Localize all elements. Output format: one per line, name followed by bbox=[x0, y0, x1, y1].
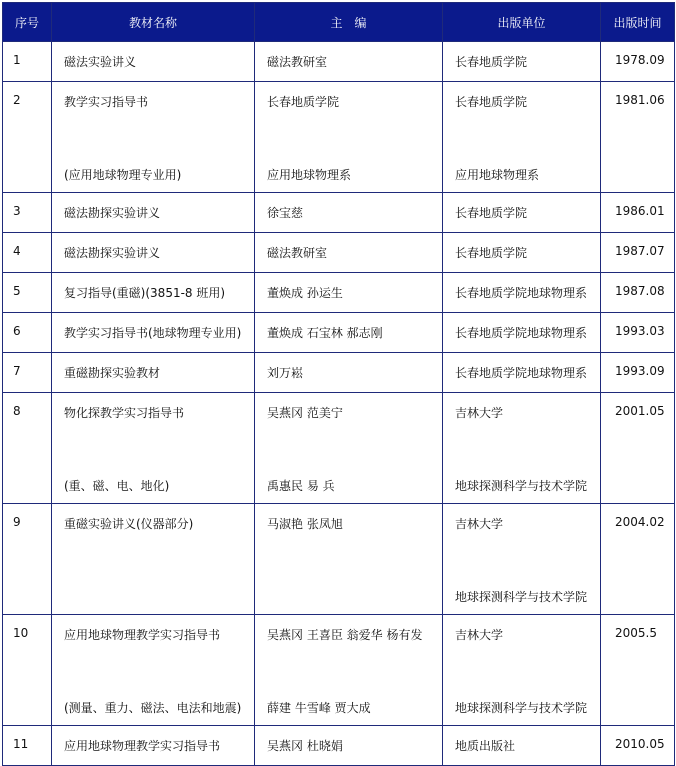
publisher: 地质出版社 bbox=[455, 739, 516, 753]
publisher: 吉林大学 bbox=[455, 628, 504, 642]
publish-date-cell bbox=[601, 353, 675, 393]
publish-date-cell bbox=[601, 193, 675, 233]
row-index-cell bbox=[3, 353, 52, 393]
publisher: 长春地质学院地球物理系 bbox=[455, 326, 588, 340]
editor-cell bbox=[255, 193, 443, 233]
textbook-title-cell bbox=[52, 615, 255, 726]
publish-date: 1978.09 bbox=[615, 53, 665, 67]
editor: 吴燕冈 王喜臣 翁爱华 杨有发 bbox=[267, 628, 423, 642]
editor-cell bbox=[255, 504, 443, 615]
publish-date: 2004.02 bbox=[615, 515, 665, 529]
textbook-title-line2: (应用地球物理专业用) bbox=[64, 168, 182, 182]
row-index: 10 bbox=[13, 626, 29, 640]
table-row bbox=[3, 193, 675, 233]
editor-cell bbox=[255, 42, 443, 82]
textbook-title: 教学实习指导书 bbox=[64, 95, 149, 109]
table-row bbox=[3, 313, 675, 353]
table-row bbox=[3, 504, 675, 615]
publish-date: 1993.03 bbox=[615, 324, 665, 338]
editor: 吴燕冈 杜晓娟 bbox=[267, 739, 343, 753]
textbook-title: 重磁勘探实验教材 bbox=[64, 366, 161, 380]
table-row bbox=[3, 273, 675, 313]
editor-line2: 应用地球物理系 bbox=[267, 168, 352, 182]
publish-date-cell bbox=[601, 233, 675, 273]
row-index-cell bbox=[3, 82, 52, 193]
publish-date-cell bbox=[601, 726, 675, 766]
textbook-title-cell bbox=[52, 504, 255, 615]
publish-date-cell bbox=[601, 615, 675, 726]
row-index: 3 bbox=[13, 204, 21, 218]
row-index-cell bbox=[3, 313, 52, 353]
header-date: 出版时间 bbox=[601, 3, 675, 42]
table-row bbox=[3, 42, 675, 82]
row-index-cell bbox=[3, 193, 52, 233]
textbook-title: 磁法实验讲义 bbox=[64, 55, 137, 69]
publisher-cell bbox=[443, 313, 601, 353]
row-index: 2 bbox=[13, 93, 21, 107]
table-row bbox=[3, 393, 675, 504]
textbook-title-cell bbox=[52, 233, 255, 273]
header-title: 教材名称 bbox=[52, 3, 255, 42]
row-index-cell bbox=[3, 615, 52, 726]
publish-date-cell bbox=[601, 504, 675, 615]
publisher-cell bbox=[443, 233, 601, 273]
header-publisher: 出版单位 bbox=[443, 3, 601, 42]
publisher: 吉林大学 bbox=[455, 517, 504, 531]
row-index: 7 bbox=[13, 364, 21, 378]
publish-date: 1993.09 bbox=[615, 364, 665, 378]
editor-line2: 薛建 牛雪峰 贾大成 bbox=[267, 701, 371, 715]
header-index: 序号 bbox=[3, 3, 52, 42]
table-row bbox=[3, 82, 675, 193]
editor-cell bbox=[255, 313, 443, 353]
editor-cell bbox=[255, 393, 443, 504]
publisher-line2: 地球探测科学与技术学院 bbox=[455, 701, 588, 715]
publisher-cell bbox=[443, 393, 601, 504]
editor-cell bbox=[255, 82, 443, 193]
editor: 磁法教研室 bbox=[267, 55, 328, 69]
publisher: 长春地质学院 bbox=[455, 95, 528, 109]
publish-date: 1986.01 bbox=[615, 204, 665, 218]
row-index-cell bbox=[3, 42, 52, 82]
publisher-cell bbox=[443, 82, 601, 193]
publisher: 吉林大学 bbox=[455, 406, 504, 420]
publish-date-cell bbox=[601, 82, 675, 193]
textbook-title-cell bbox=[52, 313, 255, 353]
textbook-title-cell bbox=[52, 393, 255, 504]
editor: 磁法教研室 bbox=[267, 246, 328, 260]
textbook-title-cell bbox=[52, 82, 255, 193]
editor-line2: 禹惠民 易 兵 bbox=[267, 479, 335, 493]
publisher: 长春地质学院 bbox=[455, 55, 528, 69]
row-index-cell bbox=[3, 273, 52, 313]
textbook-title: 应用地球物理教学实习指导书 bbox=[64, 628, 221, 642]
header-editor: 主 编 bbox=[255, 3, 443, 42]
textbook-title: 磁法勘探实验讲义 bbox=[64, 206, 161, 220]
editor: 徐宝慈 bbox=[267, 206, 304, 220]
publisher: 长春地质学院 bbox=[455, 246, 528, 260]
publisher-cell bbox=[443, 42, 601, 82]
editor: 马淑艳 张凤旭 bbox=[267, 517, 343, 531]
publish-date: 1987.08 bbox=[615, 284, 665, 298]
row-index: 1 bbox=[13, 53, 21, 67]
row-index: 4 bbox=[13, 244, 21, 258]
row-index-cell bbox=[3, 393, 52, 504]
editor: 长春地质学院 bbox=[267, 95, 340, 109]
textbook-title: 重磁实验讲义(仪器部分) bbox=[64, 517, 194, 531]
textbook-title-line2: (重、磁、电、地化) bbox=[64, 479, 170, 493]
editor: 董焕成 孙运生 bbox=[267, 286, 343, 300]
editor-cell bbox=[255, 353, 443, 393]
table-row bbox=[3, 353, 675, 393]
editor: 董焕成 石宝林 郝志刚 bbox=[267, 326, 383, 340]
publish-date: 1987.07 bbox=[615, 244, 665, 258]
textbook-title: 应用地球物理教学实习指导书 bbox=[64, 739, 221, 753]
editor: 吴燕冈 范美宁 bbox=[267, 406, 343, 420]
textbook-title: 物化探教学实习指导书 bbox=[64, 406, 185, 420]
publisher-cell bbox=[443, 353, 601, 393]
publisher-cell bbox=[443, 726, 601, 766]
textbook-table bbox=[2, 2, 675, 766]
publish-date-cell bbox=[601, 273, 675, 313]
editor-cell bbox=[255, 233, 443, 273]
row-index-cell bbox=[3, 233, 52, 273]
textbook-title-cell bbox=[52, 42, 255, 82]
publisher-line2: 地球探测科学与技术学院 bbox=[455, 590, 588, 604]
row-index: 11 bbox=[13, 737, 29, 751]
textbook-title-cell bbox=[52, 193, 255, 233]
editor: 刘万崧 bbox=[267, 366, 304, 380]
publisher-line2: 应用地球物理系 bbox=[455, 168, 540, 182]
publish-date: 2010.05 bbox=[615, 737, 665, 751]
textbook-title: 教学实习指导书(地球物理专业用) bbox=[64, 326, 242, 340]
publisher: 长春地质学院 bbox=[455, 206, 528, 220]
textbook-title: 磁法勘探实验讲义 bbox=[64, 246, 161, 260]
row-index-cell bbox=[3, 504, 52, 615]
textbook-title: 复习指导(重磁)(3851-8 班用) bbox=[64, 286, 226, 300]
row-index: 5 bbox=[13, 284, 21, 298]
publisher-cell bbox=[443, 504, 601, 615]
textbook-title-cell bbox=[52, 273, 255, 313]
publish-date: 2005.5 bbox=[615, 626, 657, 640]
row-index: 9 bbox=[13, 515, 21, 529]
publish-date: 2001.05 bbox=[615, 404, 665, 418]
editor-cell bbox=[255, 726, 443, 766]
textbook-title-cell bbox=[52, 726, 255, 766]
row-index-cell bbox=[3, 726, 52, 766]
publisher-cell bbox=[443, 273, 601, 313]
publisher-cell bbox=[443, 615, 601, 726]
publisher: 长春地质学院地球物理系 bbox=[455, 286, 588, 300]
table-row bbox=[3, 726, 675, 766]
editor-cell bbox=[255, 615, 443, 726]
publish-date-cell bbox=[601, 393, 675, 504]
publisher: 长春地质学院地球物理系 bbox=[455, 366, 588, 380]
row-index: 8 bbox=[13, 404, 21, 418]
editor-cell bbox=[255, 273, 443, 313]
textbook-title-line2: (测量、重力、磁法、电法和地震) bbox=[64, 701, 242, 715]
publisher-line2: 地球探测科学与技术学院 bbox=[455, 479, 588, 493]
header-row bbox=[3, 3, 675, 42]
row-index: 6 bbox=[13, 324, 21, 338]
table-row bbox=[3, 615, 675, 726]
publish-date-cell bbox=[601, 42, 675, 82]
textbook-title-cell bbox=[52, 353, 255, 393]
publish-date-cell bbox=[601, 313, 675, 353]
publisher-cell bbox=[443, 193, 601, 233]
publish-date: 1981.06 bbox=[615, 93, 665, 107]
table-row bbox=[3, 233, 675, 273]
